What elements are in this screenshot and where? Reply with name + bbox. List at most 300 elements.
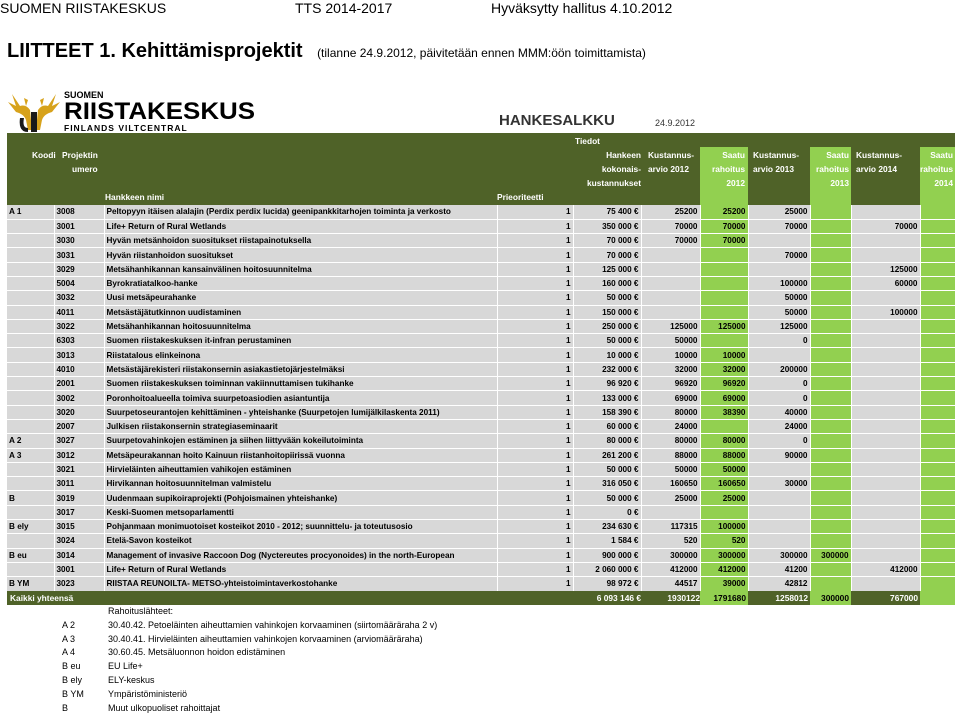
- cell-funding-2013: [810, 405, 851, 419]
- cell-funding-2012: [700, 505, 748, 519]
- col-koodi: Koodi: [32, 150, 56, 160]
- cell-name: Peltopyyn itäisen alalajin (Perdix perdix lucida) geenipankkitarhojen toiminta ja verkosto: [104, 205, 497, 219]
- cell-total: 150 000 €: [573, 305, 641, 319]
- cell-number: 6303: [54, 334, 104, 348]
- cell-funding-2012: 32000: [700, 362, 748, 376]
- cell-estimate-2014: 100000: [851, 305, 920, 319]
- cell-number: 4010: [54, 362, 104, 376]
- cell-code: B eu: [7, 548, 54, 562]
- logo-line1: SUOMEN: [64, 90, 104, 100]
- table-row: [7, 276, 955, 290]
- cell-estimate-2014: [851, 448, 920, 462]
- table-row: [7, 520, 955, 534]
- cell-funding-2012: [700, 334, 748, 348]
- cell-estimate-2013: 0: [748, 434, 810, 448]
- col-ka2014-2: arvio 2014: [856, 164, 897, 174]
- cell-funding-2013: [810, 262, 851, 276]
- cell-estimate-2012: 300000: [641, 548, 700, 562]
- funding-item: [62, 660, 173, 674]
- cell-funding-2013: [810, 276, 851, 290]
- cell-funding-2012: 10000: [700, 348, 748, 362]
- funding-code: B: [62, 702, 69, 713]
- cell-estimate-2012: 80000: [641, 405, 700, 419]
- cell-estimate-2014: [851, 391, 920, 405]
- cell-estimate-2012: 412000: [641, 562, 700, 576]
- cell-number: 3012: [54, 448, 104, 462]
- cell-funding-2014: [920, 505, 955, 519]
- cell-estimate-2012: 32000: [641, 362, 700, 376]
- cell-code: [7, 405, 54, 419]
- col-ka2012-1: Kustannus-: [648, 150, 695, 160]
- cell-funding-2013: [810, 520, 851, 534]
- col-sr2012-3: 2012: [726, 178, 745, 188]
- cell-priority: 1: [497, 577, 573, 591]
- cell-estimate-2014: [851, 377, 920, 391]
- col-sr2012-1: Saatu: [722, 150, 745, 160]
- cell-name: Hirvikannan hoitosuunnitelman valmistelu: [104, 477, 497, 491]
- funding-item: [62, 688, 188, 702]
- col-ka2014-1: Kustannus-: [856, 150, 903, 160]
- cell-priority: 1: [497, 562, 573, 576]
- cell-number: 3030: [54, 234, 104, 248]
- cell-priority: 1: [497, 448, 573, 462]
- funding-heading: Rahoituslähteet:: [108, 606, 174, 616]
- cell-funding-2014: [920, 405, 955, 419]
- cell-estimate-2013: [748, 462, 810, 476]
- cell-code: A 1: [7, 205, 54, 219]
- funding-code: A 2: [62, 619, 76, 630]
- cell-funding-2013: [810, 419, 851, 433]
- cell-funding-2014: [920, 534, 955, 548]
- totals-sr13: 300000: [821, 593, 849, 603]
- cell-total: 50 000 €: [573, 491, 641, 505]
- cell-funding-2013: 300000: [810, 548, 851, 562]
- cell-priority: 1: [497, 262, 573, 276]
- cell-estimate-2013: 0: [748, 377, 810, 391]
- funding-item: [62, 646, 286, 660]
- cell-number: 3014: [54, 548, 104, 562]
- cell-total: 96 920 €: [573, 377, 641, 391]
- cell-priority: 1: [497, 462, 573, 476]
- table-header: [7, 133, 955, 205]
- col-projektin: Projektin: [62, 150, 98, 160]
- cell-estimate-2012: 70000: [641, 234, 700, 248]
- cell-priority: 1: [497, 520, 573, 534]
- cell-funding-2014: [920, 348, 955, 362]
- title-sub: (tilanne 24.9.2012, päivitetään ennen MMM:öön toimittamista): [317, 46, 646, 60]
- cell-estimate-2012: [641, 276, 700, 290]
- cell-name: Management of invasive Raccoon Dog (Nyctereutes procyonoides) in the north-European: [104, 548, 497, 562]
- cell-priority: 1: [497, 305, 573, 319]
- header-approved: Hyväksytty hallitus 4.10.2012: [491, 0, 673, 16]
- cell-funding-2012: [700, 419, 748, 433]
- cell-estimate-2013: 100000: [748, 276, 810, 290]
- cell-number: 3008: [54, 205, 104, 219]
- funding-desc: ELY-keskus: [108, 674, 155, 685]
- cell-funding-2012: [700, 291, 748, 305]
- cell-funding-2012: 70000: [700, 234, 748, 248]
- cell-code: [7, 391, 54, 405]
- cell-funding-2013: [810, 462, 851, 476]
- cell-estimate-2012: [641, 248, 700, 262]
- cell-number: 3021: [54, 462, 104, 476]
- cell-number: 2001: [54, 377, 104, 391]
- page-title: [7, 40, 646, 63]
- cell-total: 232 000 €: [573, 362, 641, 376]
- cell-name: Hyvän metsänhoidon suositukset riistapainotuksella: [104, 234, 497, 248]
- cell-code: [7, 219, 54, 233]
- cell-funding-2012: [700, 276, 748, 290]
- cell-funding-2013: [810, 319, 851, 333]
- cell-number: 3001: [54, 219, 104, 233]
- cell-priority: 1: [497, 377, 573, 391]
- table-row: [7, 305, 955, 319]
- cell-estimate-2013: [748, 520, 810, 534]
- cell-funding-2012: [700, 248, 748, 262]
- table-row: [7, 577, 955, 591]
- cell-name: Metsähanhikannan kansainvälinen hoitosuunnitelma: [104, 262, 497, 276]
- cell-funding-2013: [810, 205, 851, 219]
- funding-desc: Muut ulkopuoliset rahoittajat: [108, 702, 221, 713]
- totals-ka13: 1258012: [775, 593, 808, 603]
- cell-estimate-2014: [851, 348, 920, 362]
- cell-funding-2013: [810, 291, 851, 305]
- cell-code: [7, 534, 54, 548]
- cell-estimate-2013: 40000: [748, 405, 810, 419]
- col-kokonais-3: kustannukset: [587, 178, 641, 188]
- cell-priority: 1: [497, 334, 573, 348]
- cell-number: 3031: [54, 248, 104, 262]
- cell-funding-2013: [810, 334, 851, 348]
- cell-funding-2013: [810, 248, 851, 262]
- cell-estimate-2014: [851, 491, 920, 505]
- cell-name: Metsästäjätutkinnon uudistaminen: [104, 305, 497, 319]
- cell-funding-2014: [920, 562, 955, 576]
- cell-estimate-2013: 24000: [748, 419, 810, 433]
- cell-funding-2013: [810, 362, 851, 376]
- table-row: [7, 405, 955, 419]
- cell-name: Metsästäjärekisteri riistakonsernin asiakastietojärjestelmäksi: [104, 362, 497, 376]
- cell-funding-2013: [810, 448, 851, 462]
- cell-total: 70 000 €: [573, 234, 641, 248]
- table-row: [7, 362, 955, 376]
- cell-total: 50 000 €: [573, 334, 641, 348]
- cell-estimate-2014: 70000: [851, 219, 920, 233]
- cell-funding-2014: [920, 362, 955, 376]
- cell-number: 3029: [54, 262, 104, 276]
- header-period: TTS 2014-2017: [295, 0, 393, 16]
- col-hankkeen-nimi: Hankkeen nimi: [105, 192, 165, 202]
- cell-code: [7, 291, 54, 305]
- cell-total: 160 000 €: [573, 276, 641, 290]
- cell-code: [7, 262, 54, 276]
- cell-name: Suomen riistakeskuksen toiminnan vakiinnuttamisen tukihanke: [104, 377, 497, 391]
- cell-code: [7, 505, 54, 519]
- total-green-2014: [920, 591, 955, 605]
- funding-list: [62, 619, 438, 716]
- table-row: [7, 491, 955, 505]
- cell-funding-2014: [920, 391, 955, 405]
- cell-code: [7, 334, 54, 348]
- project-table: [7, 205, 956, 592]
- table-row: [7, 348, 955, 362]
- cell-number: 3019: [54, 491, 104, 505]
- cell-estimate-2013: 30000: [748, 477, 810, 491]
- cell-priority: 1: [497, 491, 573, 505]
- cell-number: 3023: [54, 577, 104, 591]
- cell-code: [7, 419, 54, 433]
- cell-number: 3002: [54, 391, 104, 405]
- cell-funding-2013: [810, 377, 851, 391]
- cell-funding-2014: [920, 305, 955, 319]
- cell-funding-2012: 96920: [700, 377, 748, 391]
- cell-priority: 1: [497, 534, 573, 548]
- cell-number: 3020: [54, 405, 104, 419]
- cell-funding-2014: [920, 205, 955, 219]
- table-row: [7, 234, 955, 248]
- table-row: [7, 291, 955, 305]
- cell-estimate-2012: 10000: [641, 348, 700, 362]
- cell-code: A 3: [7, 448, 54, 462]
- cell-funding-2012: [700, 305, 748, 319]
- funding-desc: EU Life+: [108, 661, 143, 672]
- cell-name: Poronhoitoalueella toimiva suurpetoasiodien asiantuntija: [104, 391, 497, 405]
- header-org: SUOMEN RIISTAKESKUS: [0, 0, 167, 16]
- cell-funding-2012: 300000: [700, 548, 748, 562]
- cell-priority: 1: [497, 348, 573, 362]
- totals-ka14: 767000: [890, 593, 918, 603]
- antler-logo-icon: [6, 90, 62, 134]
- cell-estimate-2014: [851, 291, 920, 305]
- cell-estimate-2012: 44517: [641, 577, 700, 591]
- cell-funding-2014: [920, 334, 955, 348]
- cell-priority: 1: [497, 291, 573, 305]
- cell-estimate-2012: 70000: [641, 219, 700, 233]
- cell-estimate-2012: [641, 262, 700, 276]
- table-row: [7, 219, 955, 233]
- cell-estimate-2013: 125000: [748, 319, 810, 333]
- cell-funding-2012: 38390: [700, 405, 748, 419]
- riistakeskus-logo: [6, 88, 262, 136]
- cell-estimate-2012: 160650: [641, 477, 700, 491]
- table-body: [7, 205, 955, 591]
- cell-number: 3032: [54, 291, 104, 305]
- cell-number: 4011: [54, 305, 104, 319]
- col-sr2014-1: Saatu: [930, 150, 953, 160]
- cell-estimate-2014: [851, 419, 920, 433]
- funding-code: B eu: [62, 661, 81, 672]
- cell-code: A 2: [7, 434, 54, 448]
- cell-number: 3015: [54, 520, 104, 534]
- cell-priority: 1: [497, 319, 573, 333]
- portfolio-title: HANKESALKKU: [499, 112, 615, 129]
- cell-estimate-2012: [641, 305, 700, 319]
- cell-code: [7, 248, 54, 262]
- cell-number: 3024: [54, 534, 104, 548]
- cell-estimate-2013: 70000: [748, 248, 810, 262]
- cell-estimate-2014: [851, 405, 920, 419]
- table-row: [7, 434, 955, 448]
- table-row: [7, 448, 955, 462]
- col-kokonais-2: kokonais-: [601, 164, 641, 174]
- cell-funding-2014: [920, 234, 955, 248]
- table-row: [7, 477, 955, 491]
- cell-estimate-2014: [851, 319, 920, 333]
- cell-priority: 1: [497, 434, 573, 448]
- cell-estimate-2013: 90000: [748, 448, 810, 462]
- funding-code: A 4: [62, 647, 76, 658]
- cell-priority: 1: [497, 405, 573, 419]
- cell-estimate-2014: [851, 205, 920, 219]
- col-sr2013-3: 2013: [830, 178, 849, 188]
- cell-funding-2012: 25000: [700, 491, 748, 505]
- cell-code: [7, 477, 54, 491]
- col-prioriteetti: Prieoriteetti: [497, 192, 544, 202]
- cell-name: Suomen riistakeskuksen it-infran perustaminen: [104, 334, 497, 348]
- col-numero: umero: [72, 164, 98, 174]
- cell-name: Uusi metsäpeurahanke: [104, 291, 497, 305]
- slide-header: [0, 0, 960, 18]
- cell-funding-2012: 125000: [700, 319, 748, 333]
- cell-priority: 1: [497, 505, 573, 519]
- cell-estimate-2014: [851, 548, 920, 562]
- cell-estimate-2013: [748, 534, 810, 548]
- table-row: [7, 462, 955, 476]
- cell-priority: 1: [497, 248, 573, 262]
- cell-funding-2014: [920, 276, 955, 290]
- table-row: [7, 505, 955, 519]
- cell-funding-2014: [920, 219, 955, 233]
- cell-estimate-2013: [748, 348, 810, 362]
- cell-estimate-2014: [851, 248, 920, 262]
- cell-estimate-2012: 24000: [641, 419, 700, 433]
- cell-estimate-2012: 88000: [641, 448, 700, 462]
- cell-estimate-2014: [851, 234, 920, 248]
- cell-funding-2014: [920, 548, 955, 562]
- cell-funding-2014: [920, 291, 955, 305]
- cell-code: [7, 305, 54, 319]
- cell-funding-2012: 69000: [700, 391, 748, 405]
- funding-desc: Ympäristöministeriö: [108, 688, 188, 699]
- cell-funding-2012: 88000: [700, 448, 748, 462]
- cell-total: 234 630 €: [573, 520, 641, 534]
- cell-funding-2013: [810, 491, 851, 505]
- cell-name: RIISTAA REUNOILTA- METSO-yhteistoimintaverkostohanke: [104, 577, 497, 591]
- cell-funding-2013: [810, 434, 851, 448]
- funding-code: A 3: [62, 633, 76, 644]
- cell-estimate-2014: [851, 577, 920, 591]
- cell-estimate-2013: 41200: [748, 562, 810, 576]
- cell-funding-2012: 25200: [700, 205, 748, 219]
- funding-desc: 30.60.45. Metsäluonnon hoidon edistäminen: [108, 647, 286, 658]
- funding-item: [62, 674, 173, 688]
- cell-funding-2012: 412000: [700, 562, 748, 576]
- col-sr2012-2: rahoitus: [711, 164, 745, 174]
- cell-funding-2013: [810, 348, 851, 362]
- cell-name: Metsähanhikannan hoitosuunnitelma: [104, 319, 497, 333]
- cell-estimate-2013: 0: [748, 334, 810, 348]
- cell-estimate-2014: [851, 534, 920, 548]
- table-row: [7, 262, 955, 276]
- cell-code: [7, 377, 54, 391]
- cell-total: 0 €: [573, 505, 641, 519]
- col-tiedot: Tiedot: [575, 136, 600, 146]
- cell-code: B YM: [7, 577, 54, 591]
- cell-number: 2007: [54, 419, 104, 433]
- cell-estimate-2012: [641, 291, 700, 305]
- cell-estimate-2014: [851, 505, 920, 519]
- cell-funding-2014: [920, 434, 955, 448]
- cell-funding-2014: [920, 448, 955, 462]
- cell-code: [7, 348, 54, 362]
- col-ka2012-2: arvio 2012: [648, 164, 689, 174]
- cell-estimate-2013: [748, 491, 810, 505]
- cell-number: 3011: [54, 477, 104, 491]
- cell-total: 125 000 €: [573, 262, 641, 276]
- cell-priority: 1: [497, 205, 573, 219]
- cell-code: [7, 319, 54, 333]
- cell-estimate-2013: 0: [748, 391, 810, 405]
- cell-funding-2013: [810, 562, 851, 576]
- cell-funding-2012: 70000: [700, 219, 748, 233]
- cell-funding-2014: [920, 319, 955, 333]
- cell-estimate-2012: 80000: [641, 434, 700, 448]
- cell-total: 80 000 €: [573, 434, 641, 448]
- cell-total: 900 000 €: [573, 548, 641, 562]
- cell-code: [7, 234, 54, 248]
- cell-funding-2014: [920, 377, 955, 391]
- cell-funding-2012: [700, 262, 748, 276]
- cell-estimate-2014: 60000: [851, 276, 920, 290]
- cell-number: 3027: [54, 434, 104, 448]
- cell-estimate-2013: 42812: [748, 577, 810, 591]
- cell-total: 250 000 €: [573, 319, 641, 333]
- cell-estimate-2012: 25200: [641, 205, 700, 219]
- cell-total: 2 060 000 €: [573, 562, 641, 576]
- cell-funding-2014: [920, 477, 955, 491]
- cell-number: 3001: [54, 562, 104, 576]
- funding-sources: [62, 605, 438, 715]
- table-row: [7, 419, 955, 433]
- cell-name: Hirvieläinten aiheuttamien vahikojen estäminen: [104, 462, 497, 476]
- table-row: [7, 205, 955, 219]
- cell-total: 10 000 €: [573, 348, 641, 362]
- cell-estimate-2012: 50000: [641, 462, 700, 476]
- cell-estimate-2012: 69000: [641, 391, 700, 405]
- col-ka2013-1: Kustannus-: [753, 150, 800, 160]
- table-row: [7, 534, 955, 548]
- cell-priority: 1: [497, 391, 573, 405]
- cell-total: 98 972 €: [573, 577, 641, 591]
- cell-name: Byrokratiatalkoo-hanke: [104, 276, 497, 290]
- totals-total: 6 093 146 €: [596, 593, 641, 603]
- totals-ka12: 1930122: [667, 593, 700, 603]
- cell-priority: 1: [497, 276, 573, 290]
- table-row: [7, 548, 955, 562]
- funding-code: B ely: [62, 674, 83, 685]
- cell-priority: 1: [497, 362, 573, 376]
- col-sr2014-3: 2014: [934, 178, 953, 188]
- funding-desc: 30.40.41. Hirvieläinten aiheuttamien vahinkojen korvaaminen (arviomääräraha): [108, 633, 423, 644]
- cell-name: Keski-Suomen metsoparlamentti: [104, 505, 497, 519]
- cell-estimate-2012: [641, 505, 700, 519]
- col-sr2013-1: Saatu: [826, 150, 849, 160]
- cell-code: [7, 276, 54, 290]
- funding-item: [62, 619, 438, 633]
- cell-funding-2014: [920, 462, 955, 476]
- logo-line3: FINLANDS VILTCENTRAL: [64, 123, 188, 133]
- cell-code: [7, 462, 54, 476]
